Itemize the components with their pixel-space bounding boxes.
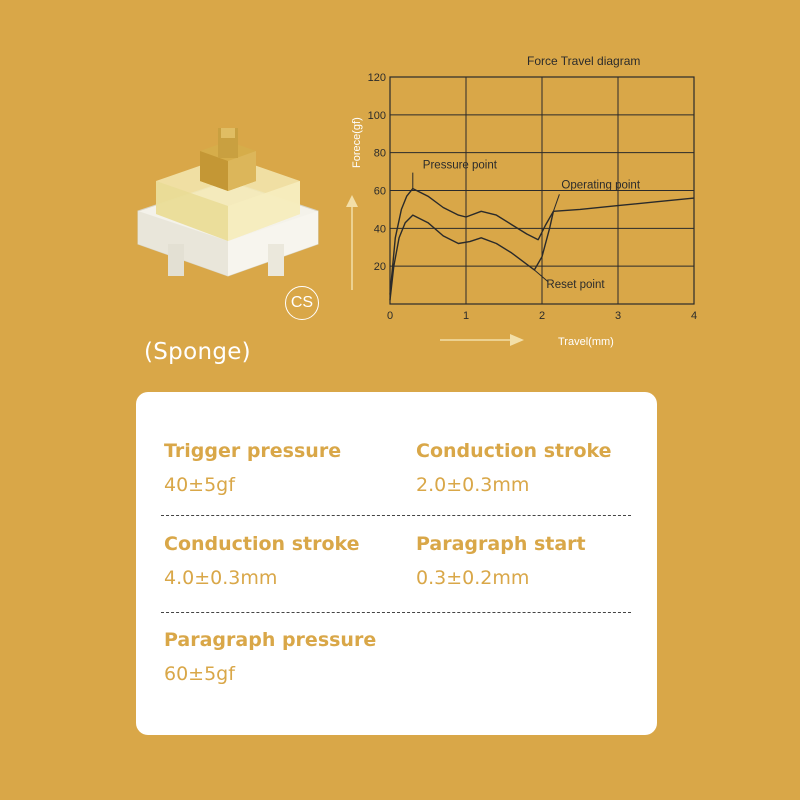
spec-value: 0.3±0.2mm	[416, 567, 530, 589]
annotation-label: Pressure point	[422, 159, 497, 172]
spec-label: Paragraph pressure	[164, 629, 377, 651]
spec-label: Conduction stroke	[416, 440, 612, 462]
annotation-label: Operating point	[561, 179, 641, 192]
spec-label: Paragraph start	[416, 533, 586, 555]
y-tick-label: 60	[373, 185, 386, 198]
x-tick-label: 1	[462, 310, 470, 322]
annotation-label: Reset point	[546, 278, 605, 291]
spec-value: 40±5gf	[164, 474, 235, 496]
chart-title: Force Travel diagram	[527, 54, 641, 68]
y-direction-arrow	[346, 195, 358, 290]
y-tick-label: 120	[367, 72, 386, 84]
spec-paragraph-pressure	[164, 629, 376, 685]
x-tick-label: 4	[690, 310, 698, 322]
x-tick-label: 2	[538, 310, 546, 322]
divider	[161, 612, 631, 613]
spec-card	[136, 392, 657, 735]
spec-value: 60±5gf	[164, 663, 235, 685]
spec-conduction-stroke-total	[164, 533, 360, 589]
cs-badge: CS	[285, 286, 319, 320]
spec-conduction-stroke	[416, 440, 612, 496]
spec-paragraph-start	[416, 533, 586, 589]
x-tick-label: 0	[386, 310, 394, 322]
y-tick-label: 20	[373, 261, 386, 274]
y-tick-label: 80	[373, 147, 386, 160]
spec-value: 2.0±0.3mm	[416, 474, 530, 496]
series-line-2	[390, 211, 553, 300]
spec-label: Conduction stroke	[164, 533, 360, 555]
force-travel-chart	[0, 0, 800, 380]
spec-trigger-pressure	[164, 440, 341, 496]
spec-label: Trigger pressure	[164, 440, 342, 462]
x-axis-label: Travel(mm)	[558, 336, 614, 348]
variant-label: (Sponge)	[144, 339, 251, 365]
x-tick-label: 3	[614, 310, 622, 322]
annotation-leader	[553, 194, 559, 211]
y-tick-label: 40	[373, 223, 386, 236]
x-direction-arrow	[440, 334, 524, 346]
spec-value: 4.0±0.3mm	[164, 567, 278, 589]
divider	[161, 515, 631, 516]
y-axis-label: Forece(gf)	[351, 117, 363, 168]
y-tick-label: 100	[367, 109, 386, 122]
